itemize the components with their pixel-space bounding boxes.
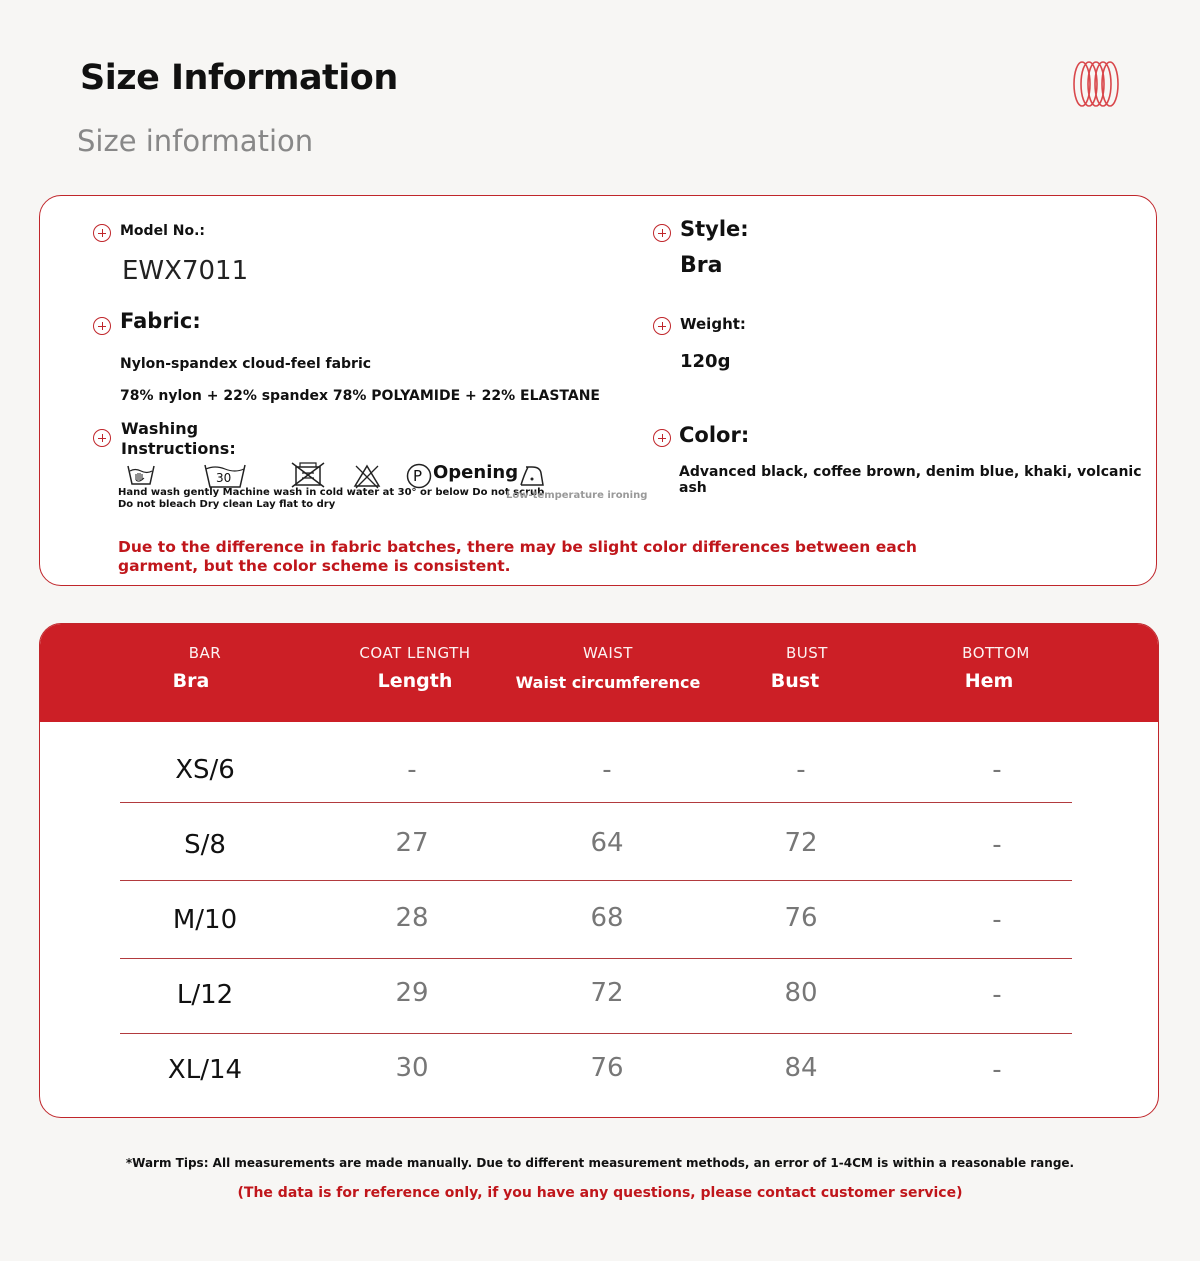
plus-icon (93, 224, 111, 242)
washing-label-line2: Instructions: (121, 439, 236, 458)
column-header-label: Bra (172, 670, 210, 692)
page-title: Size Information (80, 58, 398, 98)
row-divider (120, 880, 1072, 881)
product-info-card (39, 195, 1157, 586)
plus-icon (93, 317, 111, 335)
table-cell-size: S/8 (184, 830, 226, 860)
fabric-label: Fabric: (120, 309, 201, 333)
table-cell-size: XS/6 (175, 755, 235, 785)
column-header-en: BAR (188, 644, 222, 662)
model-label: Model No.: (120, 223, 205, 239)
table-cell: 27 (395, 828, 429, 858)
style-value: Bra (680, 253, 723, 278)
column-header-label: Waist circumference (515, 673, 701, 692)
warm-tip: *Warm Tips: All measurements are made manually. Due to different measurement methods, an error of 1-4CM is within a reasonable range. (125, 1156, 1075, 1170)
opening-label: Opening (433, 462, 519, 483)
plus-icon (653, 429, 671, 447)
iron-note: Low-temperature ironing (506, 490, 648, 501)
table-cell: 72 (590, 978, 624, 1008)
table-cell: - (992, 980, 1002, 1010)
brand-rings-logo (1070, 58, 1122, 110)
table-cell: 84 (784, 1053, 818, 1083)
color-label: Color: (679, 423, 750, 447)
table-cell: - (407, 755, 417, 785)
low-temp-iron-icon (518, 463, 546, 489)
table-cell: 30 (395, 1053, 429, 1083)
table-cell: - (992, 905, 1002, 935)
hand-wash-icon (126, 462, 156, 488)
weight-label: Weight: (680, 315, 746, 333)
column-header-length (315, 644, 515, 692)
table-cell: 72 (784, 828, 818, 858)
table-cell: 76 (590, 1053, 624, 1083)
column-header-en: BOTTOM (962, 644, 1030, 662)
do-not-bleach-icon (353, 463, 381, 489)
table-cell: - (992, 830, 1002, 860)
column-header-en: WAIST (583, 644, 633, 662)
plus-icon (653, 317, 671, 335)
row-divider (120, 958, 1072, 959)
table-cell: - (992, 755, 1002, 785)
fabric-line1: Nylon-spandex cloud-feel fabric (120, 356, 372, 372)
washing-label-line1: Washing (121, 419, 199, 438)
color-difference-note: Due to the difference in fabric batches, there may be slight color differences between each garment, but the color scheme is consistent. (118, 538, 917, 575)
table-cell: - (796, 755, 806, 785)
dry-clean-letter: P (413, 467, 423, 485)
page-subtitle: Size information (77, 124, 314, 158)
column-header-bra (105, 644, 305, 692)
table-cell: 80 (784, 978, 818, 1008)
model-value: EWX7011 (122, 256, 249, 286)
contact-note: (The data is for reference only, if you have any questions, please contact customer service) (237, 1185, 963, 1201)
style-label: Style: (680, 217, 749, 241)
care-text-line1: Hand wash gently Machine wash in cold water at 30° or below Do not scrub (118, 487, 545, 498)
table-cell: 28 (395, 903, 429, 933)
color-value: Advanced black, coffee brown, denim blue, khaki, volcanic ash (679, 464, 1142, 496)
plus-icon (653, 224, 671, 242)
column-header-label: Length (377, 670, 453, 692)
table-cell: 68 (590, 903, 624, 933)
washing-label (121, 419, 236, 459)
column-header-label: Hem (964, 670, 1014, 692)
weight-value: 120g (680, 351, 731, 372)
column-header-en: BUST (786, 644, 828, 662)
plus-icon (93, 429, 111, 447)
table-cell: 64 (590, 828, 624, 858)
wash-temp: 30 (216, 471, 232, 485)
table-cell: 76 (784, 903, 818, 933)
fabric-line2: 78% nylon + 22% spandex 78% POLYAMIDE + 22% ELASTANE (120, 388, 600, 404)
column-header-hem (896, 644, 1096, 692)
care-text-line2: Do not bleach Dry clean Lay flat to dry (118, 499, 336, 510)
size-table-card (39, 623, 1159, 1118)
table-cell: - (992, 1055, 1002, 1085)
row-divider (120, 802, 1072, 803)
row-divider (120, 1033, 1072, 1034)
column-header-bust (707, 644, 907, 692)
table-cell: - (602, 755, 612, 785)
size-table-header (40, 624, 1158, 722)
column-header-label: Bust (770, 670, 820, 692)
table-cell: 29 (395, 978, 429, 1008)
table-cell-size: XL/14 (167, 1055, 243, 1085)
table-cell-size: L/12 (176, 980, 234, 1010)
do-not-scrub-icon (290, 461, 326, 489)
table-cell-size: M/10 (172, 905, 238, 935)
column-header-en: COAT LENGTH (359, 644, 471, 662)
